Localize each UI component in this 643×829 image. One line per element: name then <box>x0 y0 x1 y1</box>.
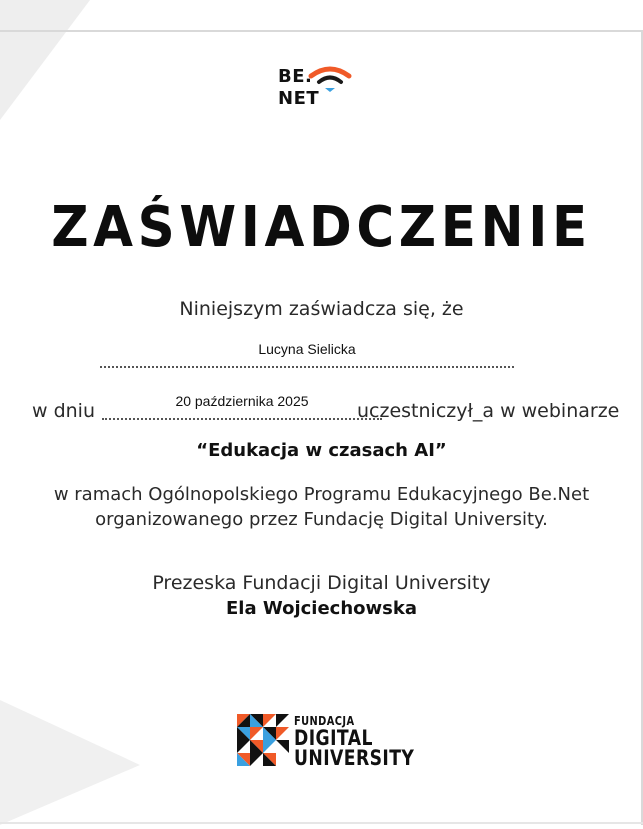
digital-university-logo <box>237 714 415 774</box>
date-dotted-line <box>102 412 382 420</box>
signatory-name: Ela Wojciechowska <box>226 598 417 619</box>
bottom-divider <box>0 822 643 824</box>
program-description <box>0 482 643 532</box>
du-logo-line3: UNIVERSITY <box>294 746 415 770</box>
benet-logo-line1: BE. <box>278 66 313 87</box>
triangle-mosaic-icon <box>237 714 291 768</box>
webinar-title: “Edukacja w czasach AI” <box>196 440 447 461</box>
digital-university-wordmark <box>294 714 414 768</box>
date-field <box>102 392 382 420</box>
benet-logo-line2: NET <box>278 88 320 109</box>
wifi-icon <box>308 64 352 94</box>
benet-logo <box>278 66 358 122</box>
du-logo-line2: DIGITAL <box>294 726 373 750</box>
du-logo-line1: FUNDACJA <box>294 714 355 728</box>
top-divider <box>0 30 643 32</box>
participant-name: Lucyna Sielicka <box>258 341 356 357</box>
bottom-left-shape <box>0 700 140 825</box>
program-line2: organizowanego przez Fundację Digital University. <box>95 509 548 530</box>
intro-text: Niniejszym zaświadcza się, że <box>179 298 464 320</box>
signatory-role: Prezeska Fundacji Digital University <box>152 572 491 594</box>
certificate-title: ZAŚWIADCZENIE <box>51 195 592 260</box>
name-dotted-line <box>100 360 514 368</box>
participant-name-field <box>100 340 514 368</box>
date-suffix: uczestniczył_a w webinarze <box>357 400 620 422</box>
program-line1: w ramach Ogólnopolskiego Programu Edukacyjnego Be.Net <box>53 484 590 505</box>
date-prefix: w dniu <box>32 400 96 422</box>
date-value: 20 października 2025 <box>175 393 309 409</box>
top-left-shape <box>0 0 90 120</box>
date-row <box>32 392 632 432</box>
